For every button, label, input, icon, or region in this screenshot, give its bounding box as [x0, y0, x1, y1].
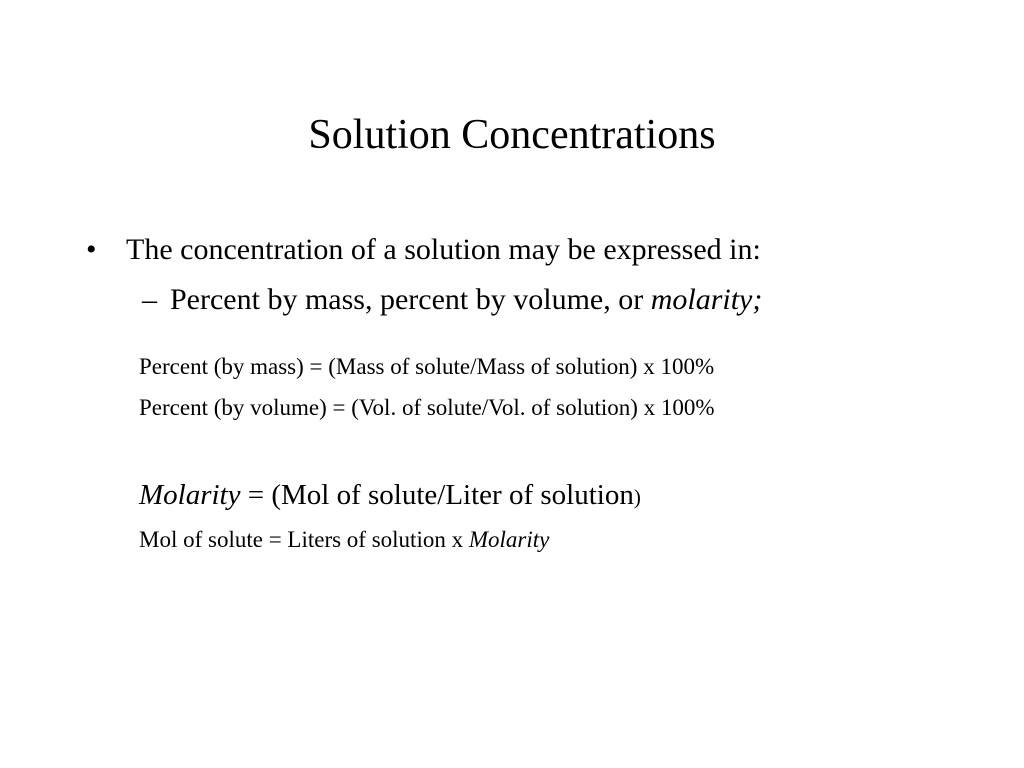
molarity-term: Molarity [139, 479, 241, 511]
sub-bullet-emphasis: molarity; [650, 283, 763, 316]
mol-solute-molarity-term: Molarity [468, 527, 550, 552]
slide-title: Solution Concentrations [308, 112, 716, 158]
molarity-close-paren: ) [633, 485, 641, 509]
percent-volume-equation: Percent (by volume) = (Vol. of solute/Vol. of solution) x 100% [139, 395, 715, 420]
molarity-formula: = (Mol of solute/Liter of solution [240, 479, 634, 511]
sub-bullet-text [170, 281, 762, 319]
bullet-text: The concentration of a solution may be expressed in: [126, 233, 761, 266]
sub-bullet-plain: Percent by mass, percent by volume, or [170, 283, 651, 316]
bullet-dot-icon: • [86, 233, 97, 266]
percent-mass-equation: Percent (by mass) = (Mass of solute/Mass of solution) x 100% [139, 354, 715, 379]
mol-solute-formula: Mol of solute = Liters of solution x [139, 527, 469, 552]
dash-icon: – [142, 283, 157, 316]
molarity-equation [139, 478, 641, 514]
mol-solute-equation [139, 526, 549, 554]
